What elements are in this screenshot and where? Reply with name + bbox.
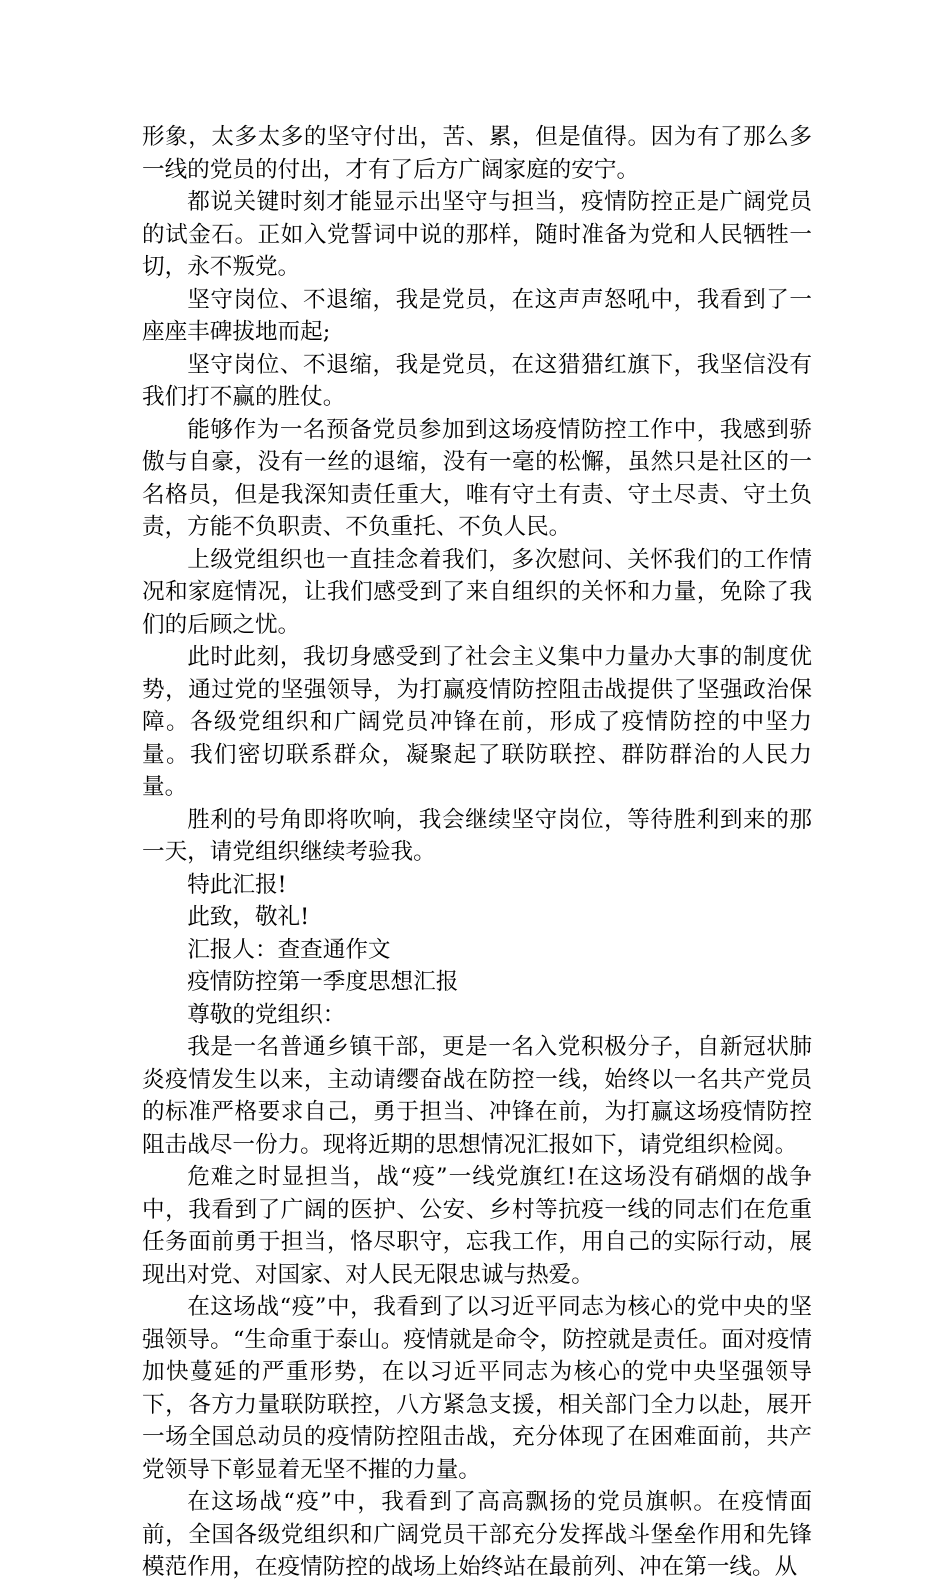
paragraph-touchstone: 都说关键时刻才能显示出坚守与担当，疫情防控正是广阔党员的试金石。正如入党誓词中说的那样，随时准备为党和人民牺牲一切，永不叛党。 bbox=[142, 189, 812, 280]
salutation: 尊敬的党组织： bbox=[187, 1001, 346, 1028]
paragraph-party-banner: 在这场战“疫”中，我看到了高高飘扬的党员旗帜。在疫情面前，全国各级党组织和广阔党员干部充分发挥战斗堡垒作用和先锋模范作用，在疫情防控的战场上始终站在最前列、冲在第一线。从 bbox=[142, 1489, 812, 1580]
paragraph-leadership: 在这场战“疫”中，我看到了以习近平同志为核心的党中央的坚强领导。“生命重于泰山。疫情就是命令，防控就是责任。面对疫情加快蔓延的严重形势，在以习近平同志为核心的党中央坚强领导下，各方力量联防联控，八方紧急支援，相关部门全力以赴，展开一场全国总动员的疫情防控阻击战，充分体现了在困难面前，共产党领导下彰显着无坚不摧的力量。 bbox=[142, 1294, 812, 1483]
closing-salute: 此致，敬礼! bbox=[187, 904, 310, 930]
reporter-line: 汇报人：查查通作文 bbox=[187, 936, 391, 963]
paragraph-red-flag: 坚守岗位、不退缩，我是党员，在这猎猎红旗下，我坚信没有我们打不赢的胜仗。 bbox=[142, 351, 812, 410]
paragraph-superior-organization: 上级党组织也一直挂念着我们，多次慰问、关怀我们的工作情况和家庭情况，让我们感受到了来自组织的关怀和力量，免除了我们的后顾之忧。 bbox=[142, 546, 812, 638]
closing-report: 特此汇报! bbox=[187, 871, 287, 898]
paragraph-introduction: 我是一名普通乡镇干部，更是一名入党积极分子，自新冠状肺炎疫情发生以来，主动请缨奋战在防控一线，始终以一名共产党员的标准严格要求自己，勇于担当、冲锋在前，为打赢这场疫情防控阻击战尽一份力。现将近期的思想情况汇报如下，请党组织检阅。 bbox=[142, 1034, 812, 1158]
document-body bbox=[142, 121, 812, 1584]
paragraph-monument: 坚守岗位、不退缩，我是党员，在这声声怒吼中，我看到了一座座丰碑拔地而起; bbox=[142, 286, 812, 345]
paragraph-victory: 胜利的号角即将吹响，我会继续坚守岗位，等待胜利到来的那一天，请党组织继续考验我。 bbox=[142, 806, 812, 865]
paragraph-responsibility: 危难之时显担当，战“疫”一线党旗红!在这场没有硝烟的战争中，我看到了广阔的医护、公安、乡村等抗疫一线的同志们在危重任务面前勇于担当，恪尽职守，忘我工作，用自己的实际行动，展现出对党、对国家、对人民无限忠诚与热爱。 bbox=[142, 1164, 812, 1288]
paragraph-probationary-member: 能够作为一名预备党员参加到这场疫情防控工作中，我感到骄傲与自豪，没有一丝的退缩，没有一毫的松懈，虽然只是社区的一名格员，但是我深知责任重大，唯有守土有责、守土尽责、守土负责，方能不负职责、不负重托、不负人民。 bbox=[142, 416, 812, 540]
paragraph-institutional-advantage: 此时此刻，我切身感受到了社会主义集中力量办大事的制度优势，通过党的坚强领导，为打赢疫情防控阻击战提供了坚强政治保障。各级党组织和广阔党员冲锋在前，形成了疫情防控的中坚力量。我们密切联系群众，凝聚起了联防联控、群防群治的人民力量。 bbox=[142, 644, 812, 800]
paragraph-continuation: 形象，太多太多的坚守付出，苦、累，但是值得。因为有了那么多一线的党员的付出，才有了后方广阔家庭的安宁。 bbox=[142, 124, 812, 183]
section-title: 疫情防控第一季度思想汇报 bbox=[187, 969, 459, 995]
